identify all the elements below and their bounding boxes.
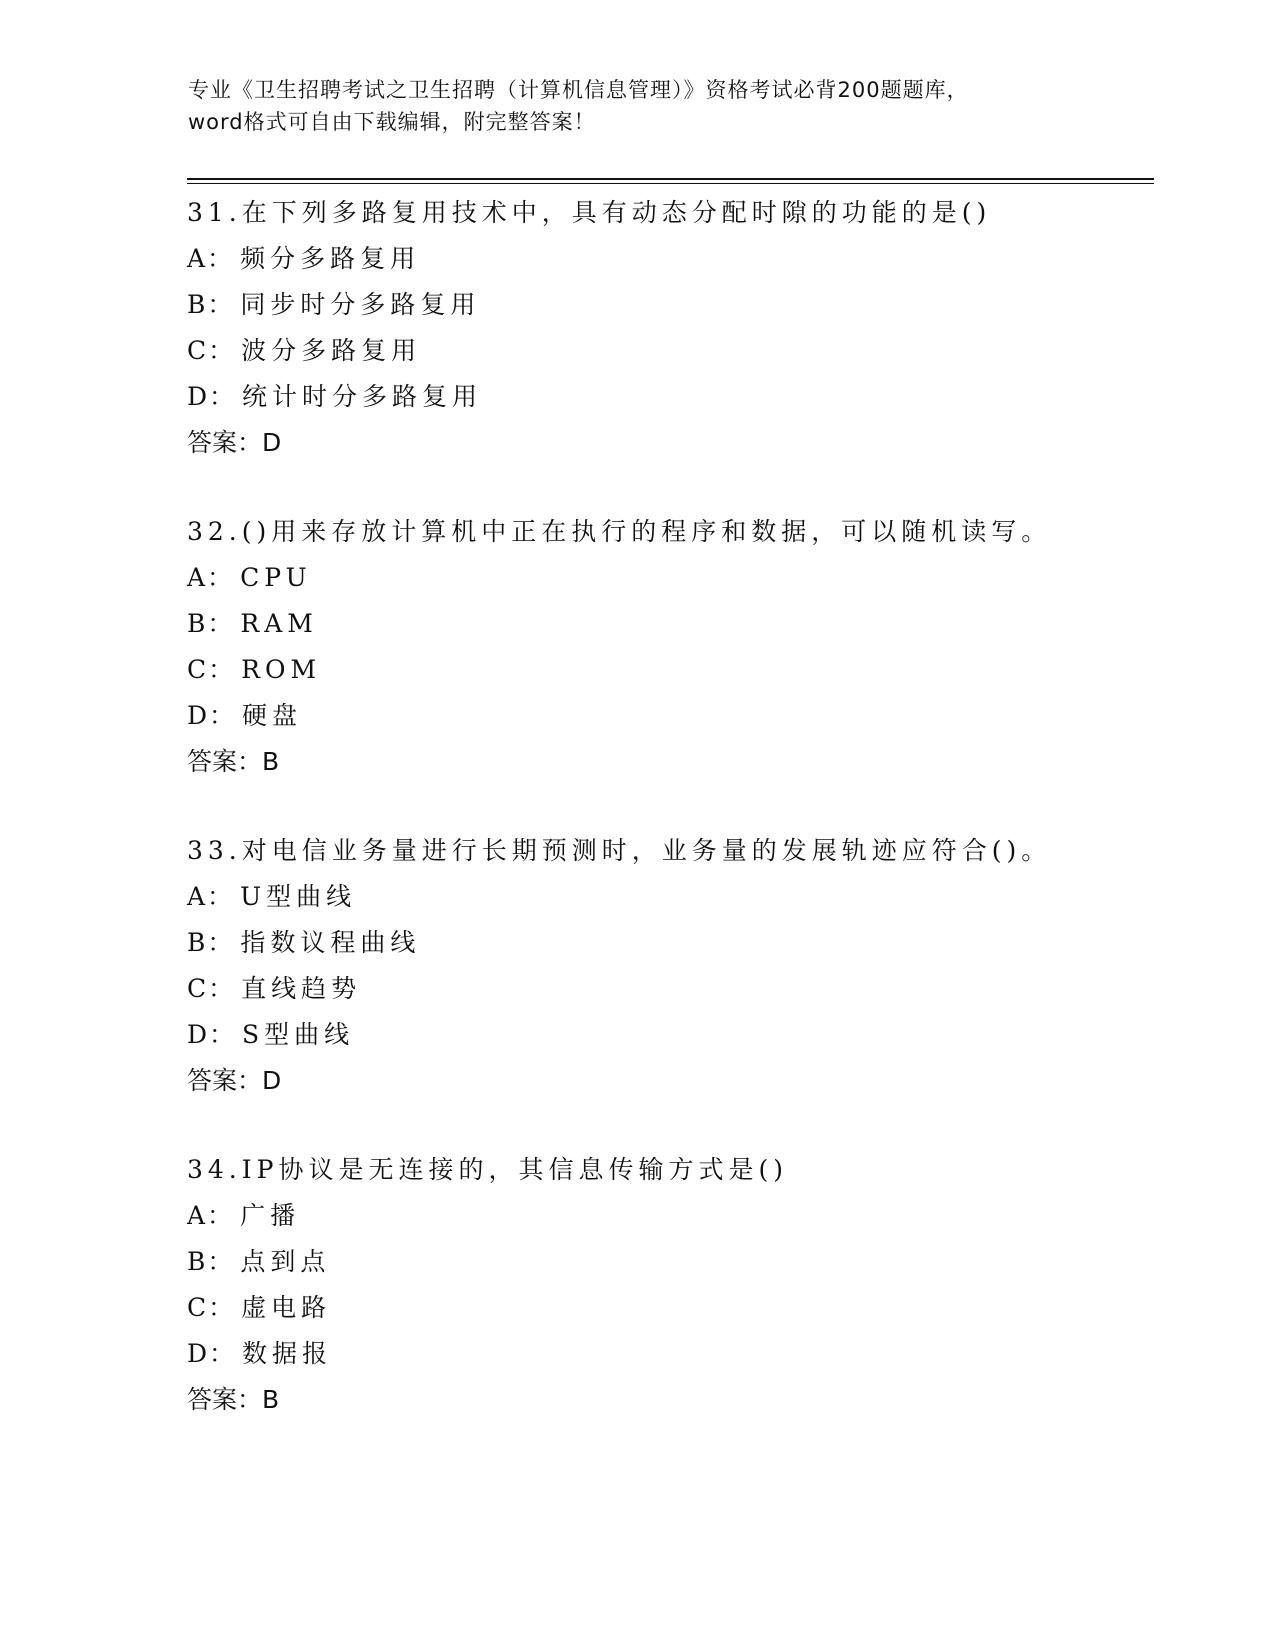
option-d <box>187 1012 1147 1058</box>
question-stem: 33.对电信业务量进行长期预测时，业务量的发展轨迹应符合()。 <box>187 836 1052 865</box>
option-a <box>187 236 1147 282</box>
option-d <box>187 374 1147 420</box>
header-divider-thin <box>187 183 1154 184</box>
option-c <box>187 328 1147 374</box>
option-label: C： <box>187 336 236 365</box>
document-header <box>188 74 1088 138</box>
question-32 <box>187 509 1147 785</box>
option-text: U型曲线 <box>240 882 357 911</box>
option-label: B： <box>187 290 235 319</box>
option-a <box>187 555 1147 601</box>
option-text: 指数议程曲线 <box>240 928 421 957</box>
option-label: D： <box>187 382 237 411</box>
option-text: CPU <box>240 563 312 592</box>
question-stem: 31.在下列多路复用技术中，具有动态分配时隙的功能的是() <box>187 198 992 227</box>
option-text: 虚电路 <box>241 1293 332 1322</box>
option-text: 频分多路复用 <box>240 244 421 273</box>
option-label: A： <box>187 1201 235 1230</box>
question-stem: 32.()用来存放计算机中正在执行的程序和数据，可以随机读写。 <box>187 517 1052 546</box>
option-text: 广播 <box>240 1201 301 1230</box>
option-label: B： <box>187 609 235 638</box>
option-a <box>187 1193 1147 1239</box>
option-b <box>187 282 1147 328</box>
option-text: 数据报 <box>242 1339 333 1368</box>
option-text: ROM <box>241 655 322 684</box>
option-c <box>187 966 1147 1012</box>
option-c <box>187 1285 1147 1331</box>
option-label: D： <box>187 1020 237 1049</box>
header-title-line-2: word格式可自由下载编辑，附完整答案！ <box>188 110 596 134</box>
option-text: 统计时分多路复用 <box>242 382 483 411</box>
option-text: S型曲线 <box>242 1020 355 1049</box>
answer-line: 答案：B <box>187 747 280 776</box>
question-33 <box>187 828 1147 1104</box>
option-b <box>187 920 1147 966</box>
option-c <box>187 647 1147 693</box>
answer-line: 答案：D <box>187 1066 282 1095</box>
option-text: 直线趋势 <box>241 974 362 1003</box>
option-d <box>187 693 1147 739</box>
option-label: D： <box>187 701 237 730</box>
option-label: B： <box>187 1247 235 1276</box>
question-31 <box>187 190 1147 466</box>
header-divider-thick <box>187 178 1154 180</box>
option-text: 波分多路复用 <box>241 336 422 365</box>
option-label: A： <box>187 244 235 273</box>
answer-line: 答案：B <box>187 1385 280 1414</box>
question-stem: 34.IP协议是无连接的，其信息传输方式是() <box>187 1155 788 1184</box>
answer-line: 答案：D <box>187 428 282 457</box>
question-34 <box>187 1147 1147 1423</box>
option-text: 点到点 <box>240 1247 331 1276</box>
option-b <box>187 1239 1147 1285</box>
question-list <box>187 190 1147 1466</box>
option-d <box>187 1331 1147 1377</box>
option-label: C： <box>187 1293 236 1322</box>
option-label: C： <box>187 655 236 684</box>
option-b <box>187 601 1147 647</box>
option-label: B： <box>187 928 235 957</box>
option-label: C： <box>187 974 236 1003</box>
option-label: A： <box>187 882 235 911</box>
header-title-line-1: 专业《卫生招聘考试之卫生招聘（计算机信息管理）》资格考试必背200题题库， <box>188 78 969 102</box>
option-text: 同步时分多路复用 <box>240 290 481 319</box>
option-text: RAM <box>240 609 318 638</box>
option-label: D： <box>187 1339 237 1368</box>
option-text: 硬盘 <box>242 701 303 730</box>
option-label: A： <box>187 563 235 592</box>
option-a <box>187 874 1147 920</box>
